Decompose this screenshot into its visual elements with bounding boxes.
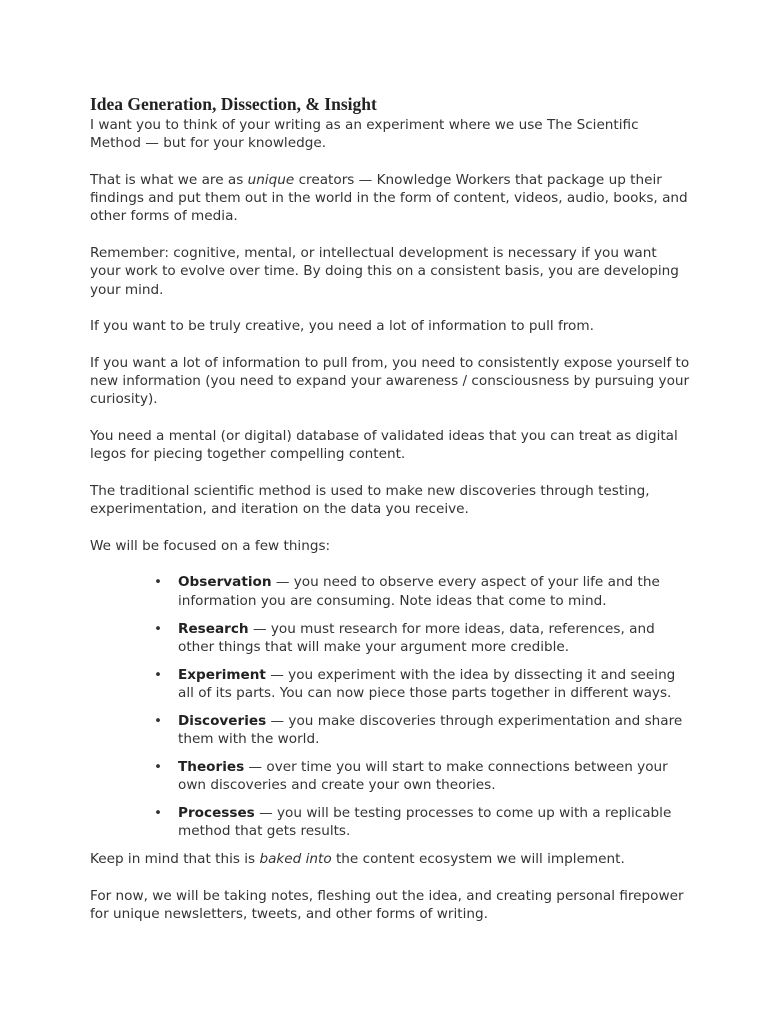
paragraph-development: Remember: cognitive, mental, or intellectual development is necessary if you want your work to evolve over time. By doing this on a consistent basis, you are developing your mind. (90, 245, 679, 298)
document-page (90, 92, 690, 941)
list-item (154, 620, 690, 657)
list-term: Experiment (178, 666, 266, 683)
list-item (154, 573, 690, 610)
focus-list (90, 573, 690, 840)
paragraph-unique-creators (90, 171, 690, 226)
list-item (154, 666, 690, 703)
paragraph-database: You need a mental (or digital) database of validated ideas that you can treat as digital legos for piecing together compelling content. (90, 428, 678, 463)
paragraph-for-now: For now, we will be taking notes, fleshing out the idea, and creating personal firepower for unique newsletters, tweets, and other forms of writing. (90, 887, 684, 922)
paragraph-information: If you want a lot of information to pull from, you need to consistently expose yourself to new information (you need to expand your awareness / consciousness by pursuing your curiosity). (90, 354, 690, 408)
list-term: Theories (178, 758, 245, 775)
paragraph-focus: We will be focused on a few things: (90, 537, 331, 554)
list-item (154, 758, 690, 795)
list-item (154, 804, 690, 841)
paragraph-text: That is what we are as (90, 171, 248, 188)
bullet-icon: • (154, 574, 163, 591)
list-item (154, 712, 690, 749)
list-text: — over time you will start to make connections between your own discoveries and create your own theories. (178, 758, 668, 794)
paragraph-ecosystem (90, 850, 690, 868)
list-term: Discoveries (178, 712, 267, 729)
bullet-icon: • (154, 712, 163, 729)
bullet-icon: • (154, 804, 163, 821)
bullet-icon: • (154, 620, 163, 637)
list-term: Research (178, 620, 249, 637)
list-text: — you make discoveries through experimentation and share them with the world. (178, 712, 683, 747)
bullet-icon: • (154, 758, 163, 775)
emphasis-baked-into: baked into (259, 850, 332, 867)
list-term: Processes (178, 804, 255, 821)
paragraph-scientific-method: I want you to think of your writing as an experiment where we use The Scientific Method — but for your knowledge. (90, 117, 639, 152)
emphasis-unique: unique (247, 171, 295, 188)
list-term: Observation (178, 574, 272, 591)
document-title: Idea Generation, Dissection, & Insight (90, 94, 377, 114)
paragraph-text: Keep in mind that this is (90, 850, 260, 867)
paragraph-text: the content ecosystem we will implement. (331, 850, 625, 867)
list-text: — you will be testing processes to come up with a replicable method that gets results. (178, 804, 672, 840)
paragraph-text: creators — Knowledge Workers that package up their findings and put them out in the world in the form of content, videos, audio, books, and other forms of media. (90, 171, 688, 225)
bullet-icon: • (154, 666, 163, 683)
list-text: — you must research for more ideas, data, references, and other things that will make your argument more credible. (178, 620, 655, 655)
list-text: — you experiment with the idea by dissecting it and seeing all of its parts. You can now piece those parts together in different ways. (178, 666, 676, 701)
paragraph-creative: If you want to be truly creative, you need a lot of information to pull from. (90, 318, 594, 335)
paragraph-traditional-method: The traditional scientific method is used to make new discoveries through testing, experimentation, and iteration on the data you receive. (90, 482, 650, 518)
list-text: — you need to observe every aspect of your life and the information you are consuming. Note ideas that come to mind. (178, 574, 660, 609)
